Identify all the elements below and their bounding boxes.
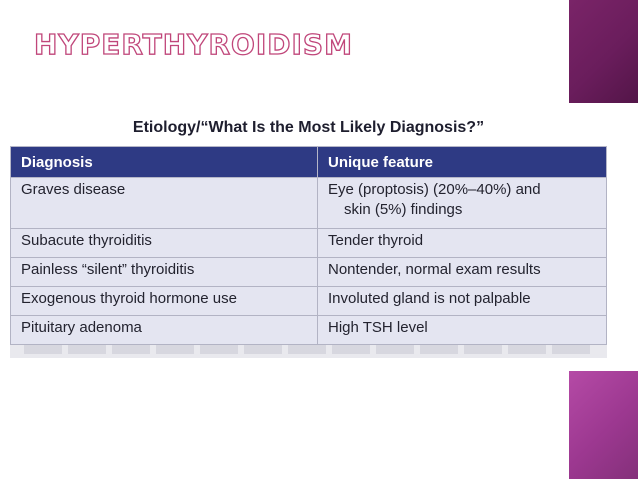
feature-cell: Involuted gland is not palpable <box>318 287 607 316</box>
feature-cell <box>318 178 607 229</box>
feature-line: skin (5%) findings <box>344 201 463 218</box>
table-header-row <box>11 147 607 178</box>
table-row <box>11 258 607 287</box>
column-header-unique-feature: Unique feature <box>318 147 607 178</box>
table-row <box>11 316 607 345</box>
diagnosis-cell: Subacute thyroiditis <box>11 229 318 258</box>
feature-cell: High TSH level <box>318 316 607 345</box>
column-header-diagnosis: Diagnosis <box>11 147 318 178</box>
table-row <box>11 229 607 258</box>
table-caption: Etiology/“What Is the Most Likely Diagnosis?” <box>10 110 607 148</box>
feature-cell: Tender thyroid <box>318 229 607 258</box>
feature-cell: Nontender, normal exam results <box>318 258 607 287</box>
decorative-accent-top <box>569 0 638 103</box>
diagnosis-cell: Pituitary adenoma <box>11 316 318 345</box>
table-figure <box>10 110 607 358</box>
table-row <box>11 287 607 316</box>
decorative-accent-bottom <box>569 371 638 479</box>
diagnosis-cell: Exogenous thyroid hormone use <box>11 287 318 316</box>
slide-title: HYPERTHYROIDISM <box>34 28 353 61</box>
feature-line: Eye (proptosis) (20%–40%) and <box>328 181 541 198</box>
table-row <box>11 178 607 229</box>
diagnosis-table <box>10 146 607 345</box>
diagnosis-cell: Painless “silent” thyroiditis <box>11 258 318 287</box>
diagnosis-cell: Graves disease <box>11 178 318 229</box>
